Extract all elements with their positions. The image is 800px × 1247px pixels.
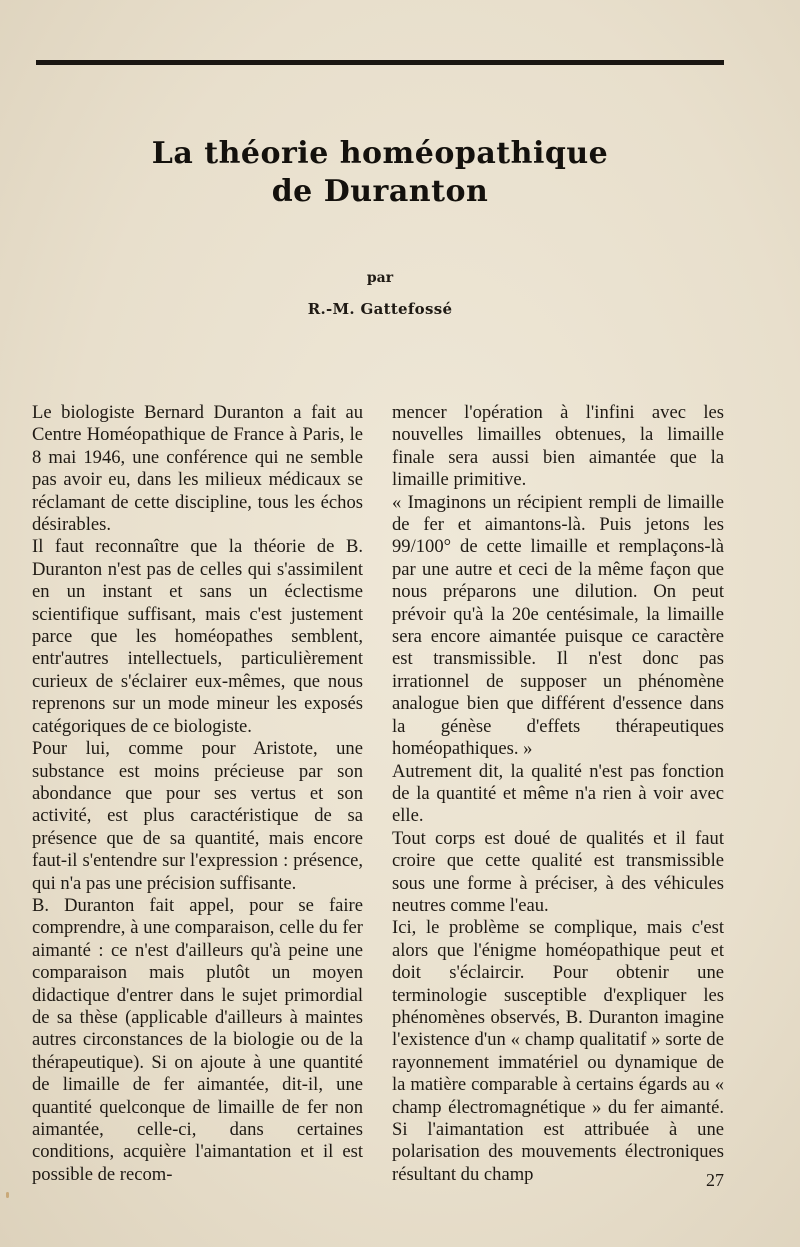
paragraph: Pour lui, comme pour Aristote, une substance est moins précieuse par son abondance que pour ses vertus et son activité, est plus caractéristique de sa présence que de sa quantité, mais encore faut-il s'entendre sur l'expression : présence, qui n'a pas une précision suffisante. <box>32 738 363 894</box>
paragraph: Il faut reconnaître que la théorie de B. Duranton n'est pas de celles qui s'assimilent en un instant et sans un éclectisme scientifique suffisant, mais c'est justement parce que les homéopathes semblent, entr'autres intellectuels, particulièrement curieux de s'éclairer eux-mêmes, que nous reprenons sur un mode mineur les exposés catégoriques de ce biologiste. <box>32 536 363 737</box>
paragraph: « Imaginons un récipient rempli de limaille de fer et aimantons-là. Puis jetons les 99/100° de cette limaille et remplaçons-là par une autre et ceci de la même façon que nous préparons une dilution. On peut prévoir qu'à la 20e centésimale, la limaille sera encore aimantée puisque ce caractère est transmissible. Il n'est donc pas irrationnel de supposer un phénomène analogue bien que différent d'essence dans la génèse d'effets thérapeutiques homéopathiques. » <box>392 491 724 760</box>
paragraph: Tout corps est doué de qualités et il faut croire que cette qualité est transmissible sous une forme à préciser, à des véhicules neutres comme l'eau. <box>392 827 724 916</box>
page-number: 27 <box>706 1170 724 1190</box>
paragraph: mencer l'opération à l'infini avec les nouvelles limailles obtenues, la limaille finale sera aussi bien aimantée que la limaille primitive. <box>392 402 724 491</box>
article-title-line-2: de Duranton <box>271 174 489 209</box>
text-column-right <box>392 402 724 1186</box>
paper-speck <box>6 1192 9 1198</box>
byline-par: par <box>366 270 394 286</box>
article-title-line-1: La théorie homéopathique <box>151 136 609 171</box>
paragraph: B. Duranton fait appel, pour se faire comprendre, à une comparaison, celle du fer aimanté : ce n'est d'ailleurs qu'à peine une comparaison mais plutôt un moyen didactique d'entrer dans le sujet primordial de sa thèse (applicable d'ailleurs à maintes autres circonstances de la biologie ou de la thérapeutique). Si on ajoute à une quantité de limaille de fer aimantée, dit-il, une quantité quelconque de limaille de fer non aimantée, celle-ci, dans certaines conditions, acquière l'aimantation et il est possible de recom- <box>32 894 363 1185</box>
author-name: R.-M. Gattefossé <box>307 300 453 318</box>
paragraph: Le biologiste Bernard Duranton a fait au Centre Homéopathique de France à Paris, le 8 mai 1946, une conférence qui ne semble pas avoir eu, dans les milieux médicaux se réclamant de cette discipline, tous les échos désirables. <box>32 402 363 536</box>
paragraph: Autrement dit, la qualité n'est pas fonction de la quantité et même n'a rien à voir avec elle. <box>392 760 724 827</box>
header-rule <box>36 60 724 65</box>
text-column-left <box>32 402 363 1186</box>
paragraph: Ici, le problème se complique, mais c'est alors que l'énigme homéopathique peut et doit s'éclaircir. Pour obtenir une terminologie susceptible d'expliquer les phénomènes observés, B. Duranton imagine l'existence d'un « champ qualitatif » sorte de rayonnement immatériel ou dynamique de la matière comparable à certains égards au « champ électromagnétique » du fer aimanté. Si l'aimantation est attribuée à une polarisation des mouvements électroniques résultant du champ <box>392 917 724 1185</box>
